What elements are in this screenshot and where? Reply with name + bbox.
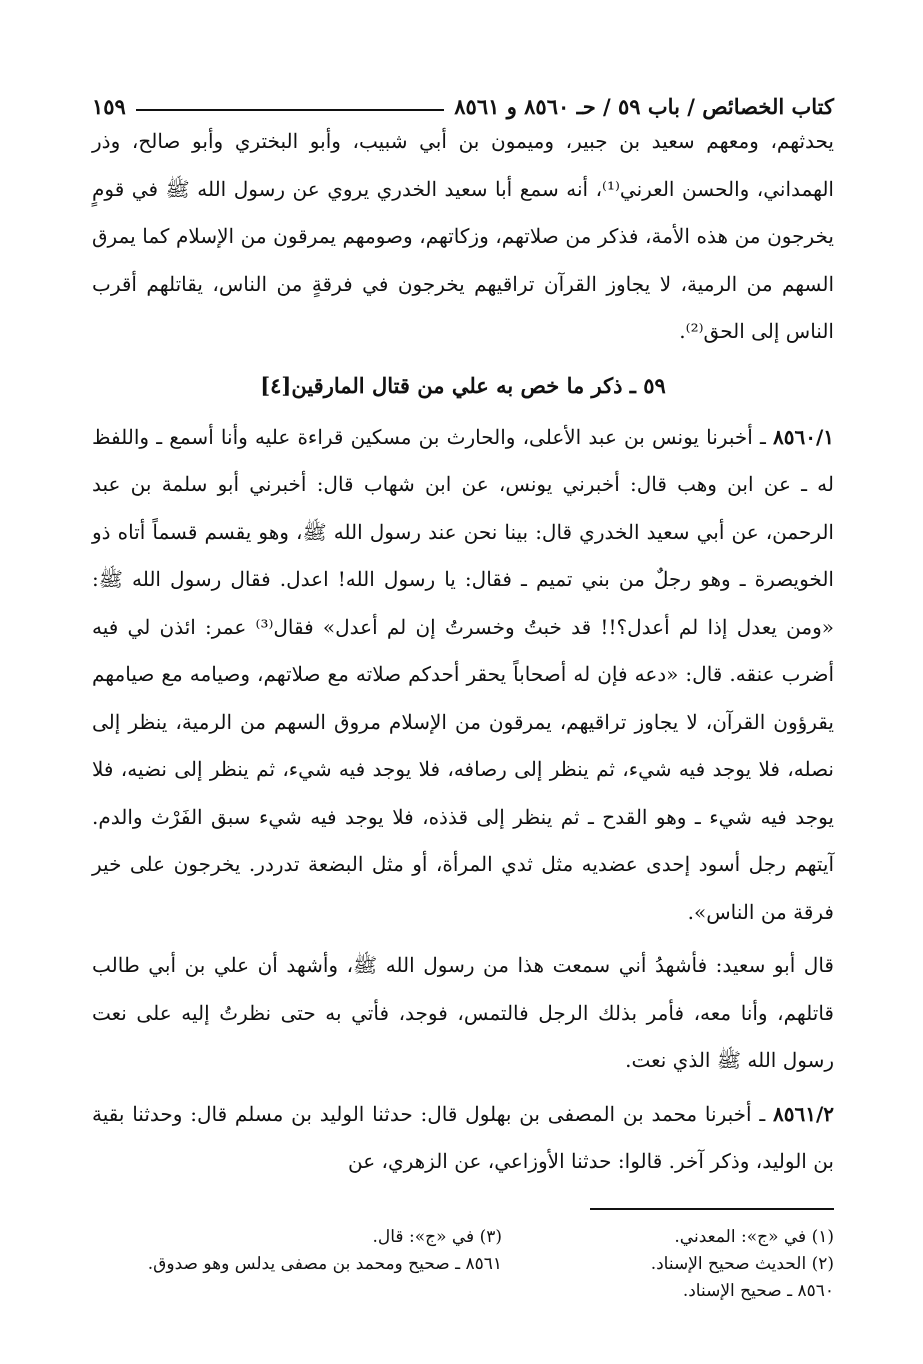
footnote-grading-8561: ٨٥٦١ ـ صحيح ومحمد بن مصفى يدلس وهو صدوق.	[147, 1253, 502, 1274]
opening-paragraph: يحدثهم، ومعهم سعيد بن جبير، وميمون بن أبي شبيب، وأبو البختري وأبو صالح، وذر الهمداني، والحسن العرني⁽¹⁾، أنه سمع أبا سعيد الخدري يروي عن رسول الله ﷺ في قومٍ يخرجون من هذه الأمة، فذكر من صلاتهم، وزكاتهم، وصومهم يمرقون من الإسلام كما يمرق السهم من الرمية، لا يجاوز القرآن تراقيهم يخرجون في فرقةٍ من الناس، يقاتلهم أقرب الناس إلى الحق⁽²⁾.	[92, 129, 834, 343]
header-title: كتاب الخصائص / باب ٥٩ / حـ ٨٥٦٠ و ٨٥٦١	[454, 93, 834, 119]
hadith-number: ٨٥٦٠/١	[772, 424, 834, 449]
footnote-3: (٣) في «ج»: قال.	[372, 1226, 502, 1247]
footnotes-left-column	[92, 1224, 502, 1305]
abu-said-paragraph: قال أبو سعيد: فأشهدُ أني سمعت هذا من رسول الله ﷺ، وأشهد أن علي بن أبي طالب قاتلهم، وأنا معه، فأمر بذلك الرجل فالتمس، فوجد، فأتي به حتى نظرتُ إليه على نعت رسول الله ﷺ الذي نعت.	[92, 953, 834, 1072]
footnotes	[92, 1224, 834, 1305]
page-number: ١٥٩	[92, 93, 126, 119]
footnote-2: (٢) الحديث صحيح الإسناد.	[650, 1253, 834, 1274]
main-text	[92, 118, 834, 1186]
footnote-grading-8560: ٨٥٦٠ ـ صحيح الإسناد.	[682, 1280, 834, 1301]
footnote-1: (١) في «ج»: المعدني.	[674, 1226, 834, 1247]
hadith-number: ٨٥٦١/٢	[772, 1101, 834, 1126]
hadith-8561	[92, 1091, 834, 1186]
header-rule	[136, 109, 444, 111]
book-page	[92, 78, 834, 1305]
footnotes-right-column	[534, 1224, 834, 1305]
hadith-text: ـ أخبرنا محمد بن المصفى بن بهلول قال: حدثنا الوليد بن مسلم قال: وحدثنا بقية بن الوليد، وذكر آخر. قالوا: حدثنا الأوزاعي، عن الزهري، عن	[92, 1101, 834, 1173]
footnote-separator	[590, 1208, 834, 1210]
section-heading: ٥٩ ـ ذكر ما خص به علي من قتال المارقين[٤]	[260, 372, 666, 398]
hadith-text: ـ أخبرنا يونس بن عبد الأعلى، والحارث بن مسكين قراءة عليه وأنا أسمع ـ واللفظ له ـ عن ابن وهب قال: أخبرني يونس، عن ابن شهاب قال: أخبرني أبو سلمة بن عبد الرحمن، عن أبي سعيد الخدري قال: بينا نحن عند رسول الله ﷺ، وهو يقسم قسماً أتاه ذو الخويصرة ـ وهو رجلٌ من بني تميم ـ فقال: يا رسول الله! اعدل. فقال رسول الله ﷺ: «ومن يعدل إذا لم أعدل؟!! قد خبتُ وخسرتُ إن لم أعدل» فقال⁽³⁾ عمر: ائذن لي فيه أضرب عنقه. قال: «دعه فإن له أصحاباً يحقر أحدكم صلاته مع صلاتهم، وصيامه مع صيامهم يقرؤون القرآن، لا يجاوز تراقيهم، يمرقون من الإسلام مروق السهم من الرمية، ينظر إلى نصله، فلا يوجد فيه شيء، ثم ينظر إلى رصافه، فلا يوجد فيه شيء، ثم ينظر إلى نضيه، فلا يوجد فيه شيء ـ وهو القدح ـ ثم ينظر إلى قذذه، فلا يوجد فيه شيء سبق الفَرْث والدم. آيتهم رجل أسود إحدى عضديه مثل ثدي المرأة، أو مثل البضعة تدردر. يخرجون على خير فرقة من الناس».	[92, 424, 834, 924]
hadith-8560	[92, 414, 834, 937]
running-header	[92, 78, 834, 118]
